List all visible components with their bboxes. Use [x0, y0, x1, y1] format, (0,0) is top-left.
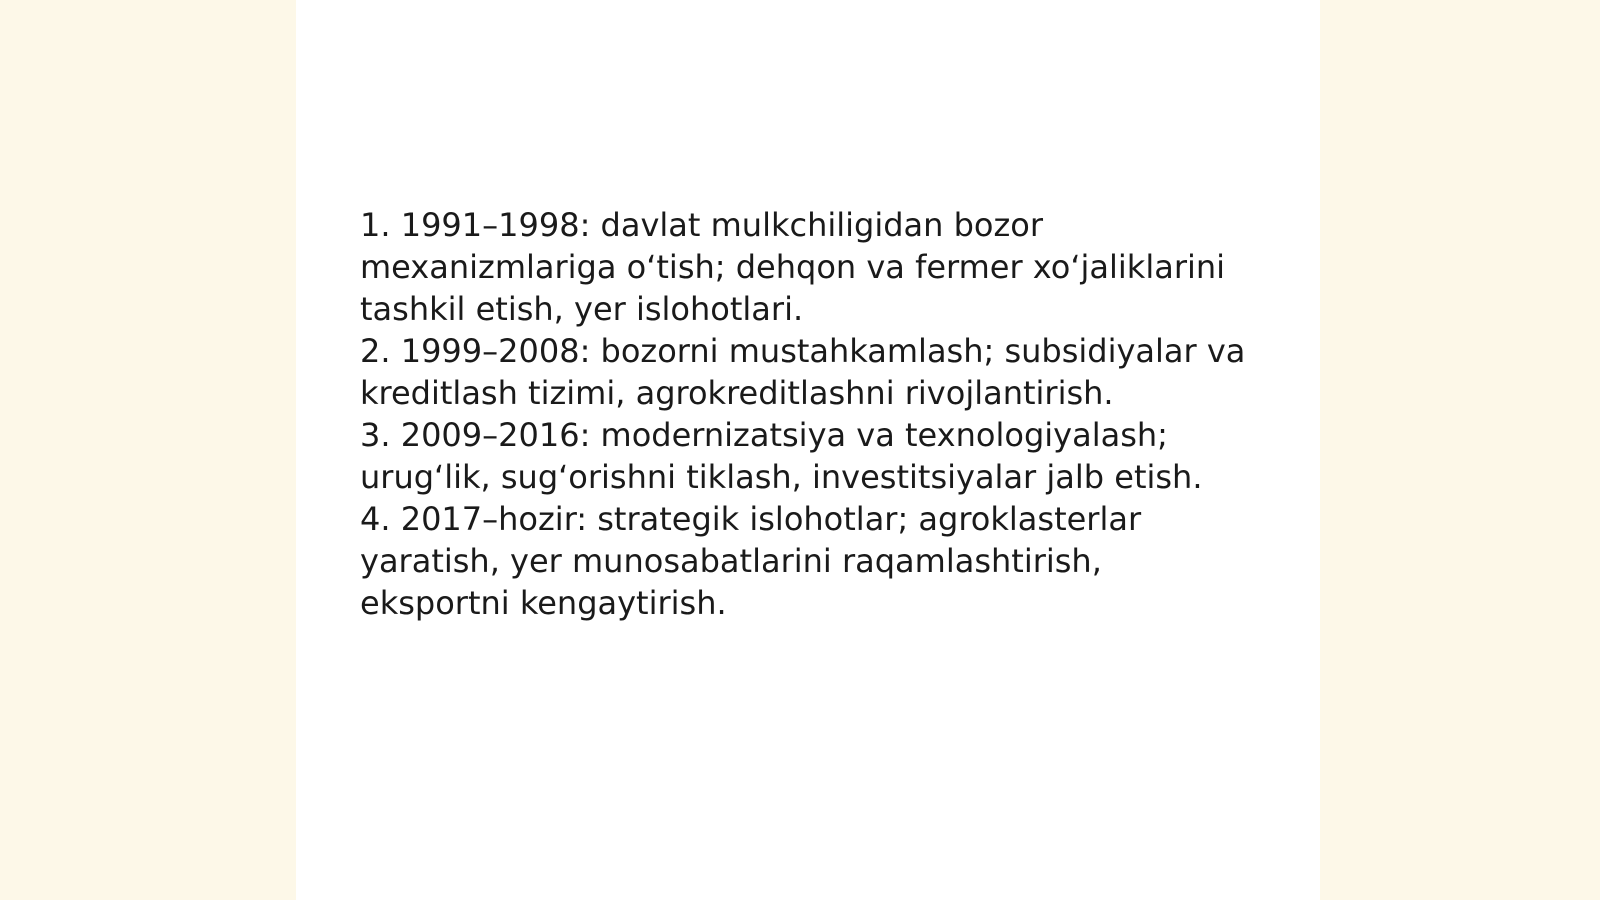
list-item-period-2: 2. 1999–2008: bozorni mustahkamlash; subsidiyalar va kreditlash tizimi, agrokreditlashni rivojlantirish. [360, 332, 1246, 412]
list-item-period-1: 1. 1991–1998: davlat mulkchiligidan bozor mexanizmlariga o‘tish; dehqon va fermer xo‘jaliklarini tashkil etish, yer islohotlari. [360, 206, 1226, 328]
reform-periods-list [360, 204, 1260, 624]
list-item-period-3: 3. 2009–2016: modernizatsiya va texnologiyalash; urug‘lik, sug‘orishni tiklash, investitsiyalar jalb etish. [360, 416, 1203, 496]
document-page [296, 0, 1320, 900]
list-item-period-4: 4. 2017–hozir: strategik islohotlar; agroklasterlar yaratish, yer munosabatlarini raqamlashtirish, eksportni kengaytirish. [360, 500, 1142, 622]
